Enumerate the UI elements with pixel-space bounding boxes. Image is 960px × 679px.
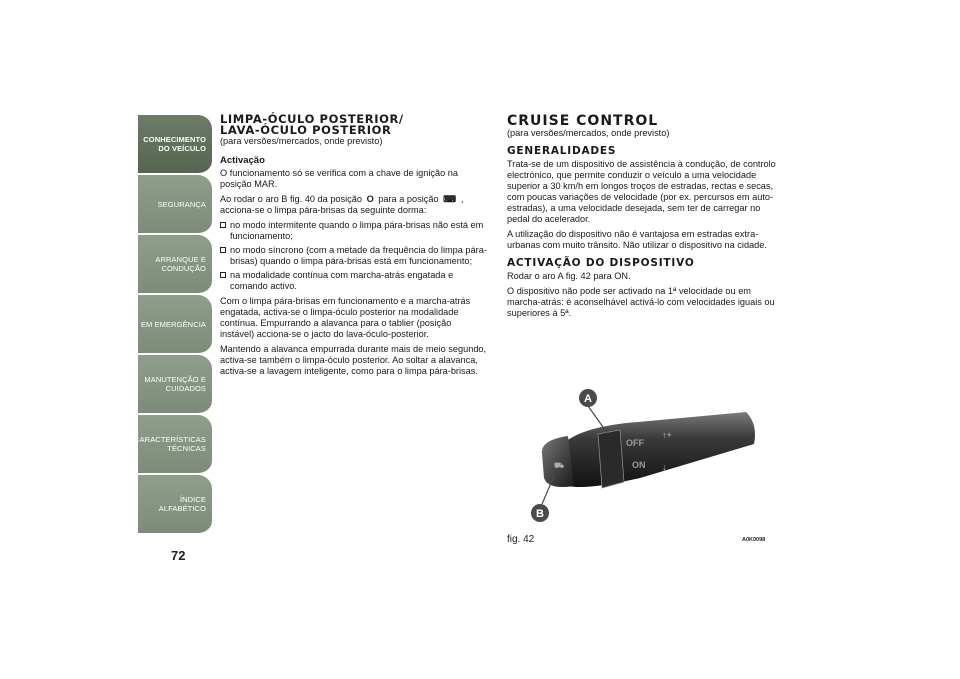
tab-label: EM EMERGÊNCIA [140, 319, 206, 329]
paragraph-with-icons [220, 194, 488, 216]
tab-manutencao-e-cuidados[interactable] [138, 355, 212, 415]
list-item-text: no modo intermitente quando o limpa pára-brisas não está em funcionamento; [230, 220, 484, 241]
paragraph: Rodar o aro A fig. 42 para ON. [507, 271, 631, 281]
plus-icon: ↑+ [662, 430, 672, 440]
lever-tip-glyph: ⛟ [554, 461, 565, 470]
list-item [220, 220, 488, 242]
tab-em-emergencia[interactable] [138, 295, 212, 355]
tab-indice-alfabetico[interactable] [138, 475, 212, 535]
section-title-line2: LAVA-ÓCULO POSTERIOR [220, 123, 392, 137]
sidebar-nav [134, 115, 212, 535]
rear-wiper-icon: ⌨ [443, 194, 457, 204]
minus-icon: ↓ [662, 462, 667, 472]
tab-label: ÍNDICE ALFABÉTICO [158, 495, 206, 513]
tab-label: ARRANQUE E CONDUÇÃO [155, 255, 206, 273]
checkbox-bullet-icon [220, 272, 226, 278]
callout-b-label: B [536, 508, 544, 520]
text-fragment: , acciona-se o limpa pára-brisas da seguinte dorma: [220, 194, 464, 215]
figure-caption: fig. 42 [507, 534, 535, 545]
paragraph: O dispositivo não pode ser activado na 1ª velocidade ou em marcha-atrás: é aconselhável activá-lo com velocidades iguais ou superiores à 5ª. [507, 286, 775, 318]
left-column [220, 114, 488, 381]
paragraph: Trata-se de um dispositivo de assistência à condução, de controlo electrónico, que permite conduzir o veículo a uma velocidade superior a 30 km/h em longos troços de estradas, rectas e secas, com poucas variações de velocidade (por ex. percursos em auto-estradas), a uma velocidade desejada, sem ter de carregar no pedal do acelerador. [507, 159, 776, 224]
subsection-heading: GENERALIDADES [507, 145, 617, 157]
list-item-text: no modo síncrono (com a metade da frequência do limpa pára-brisas) quando o limpa pára-brisas está em funcionamento; [230, 245, 487, 266]
paragraph: Mantendo a alavanca empurrada durante mais de meio segundo, activa-se também o limpa-óculo posterior. Ao soltar a alavanca, activa-se a lavagem inteligente, como para o limpa pára-brisas. [220, 344, 487, 376]
checkbox-bullet-icon [220, 222, 226, 228]
on-label: ON [632, 460, 646, 470]
ring-off-icon: O [366, 194, 374, 204]
subsection-heading: ACTIVAÇÃO DO DISPOSITIVO [507, 257, 695, 269]
section-title-line1: LIMPA-ÓCULO POSTERIOR/ [220, 112, 404, 126]
section-subtitle: (para versões/mercados, onde previsto) [220, 136, 383, 146]
list-item [220, 245, 488, 267]
paragraph: A utilização do dispositivo não é vantajosa em estradas extra-urbanas com muito trânsito. Não utilizar o dispositivo na cidade. [507, 229, 767, 250]
off-label: OFF [626, 438, 644, 448]
right-column [507, 114, 781, 323]
bullet-list [220, 220, 488, 292]
tab-label: CONHECIMENTO DO VEÍCULO [143, 135, 206, 153]
paragraph: Com o limpa pára-brisas em funcionamento e a marcha-atrás engatada, activa-se o limpa-óculo posterior na modalidade contínua. Empurrando a alavanca para o tablier (posição instável) acciona-se o jacto do lava-óculo-posterior. [220, 296, 471, 339]
tab-label: CARACTERÍSTICAS TÉCNICAS [134, 435, 206, 453]
figure-cruise-control-lever [528, 382, 760, 542]
page-number: 72 [171, 548, 186, 563]
section-title: CRUISE CONTROL [507, 113, 659, 129]
list-item [220, 270, 488, 292]
text-fragment: Ao rodar o aro B fig. 40 da posição [220, 194, 362, 204]
tab-caracteristicas-tecnicas[interactable] [134, 415, 212, 475]
tab-arranque-e-conducao[interactable] [138, 235, 212, 295]
activation-heading: Activação [220, 155, 265, 166]
figure-code: A0K0098 [742, 537, 766, 543]
list-item-text: na modalidade contínua com marcha-atrás engatada e comando activo. [230, 270, 454, 291]
section-subtitle: (para versões/mercados, onde previsto) [507, 128, 670, 138]
tab-seguranca[interactable] [138, 175, 212, 235]
tab-conhecimento-do-veiculo[interactable] [138, 115, 212, 175]
lever-illustration [528, 382, 760, 542]
tab-label: MANUTENÇÃO E CUIDADOS [144, 375, 206, 393]
callout-a-label: A [584, 393, 592, 405]
paragraph: O funcionamento só se verifica com a chave de ignição na posição MAR. [220, 168, 458, 189]
tab-label: SEGURANÇA [157, 199, 206, 209]
text-fragment: para a posição [378, 194, 439, 204]
checkbox-bullet-icon [220, 247, 226, 253]
